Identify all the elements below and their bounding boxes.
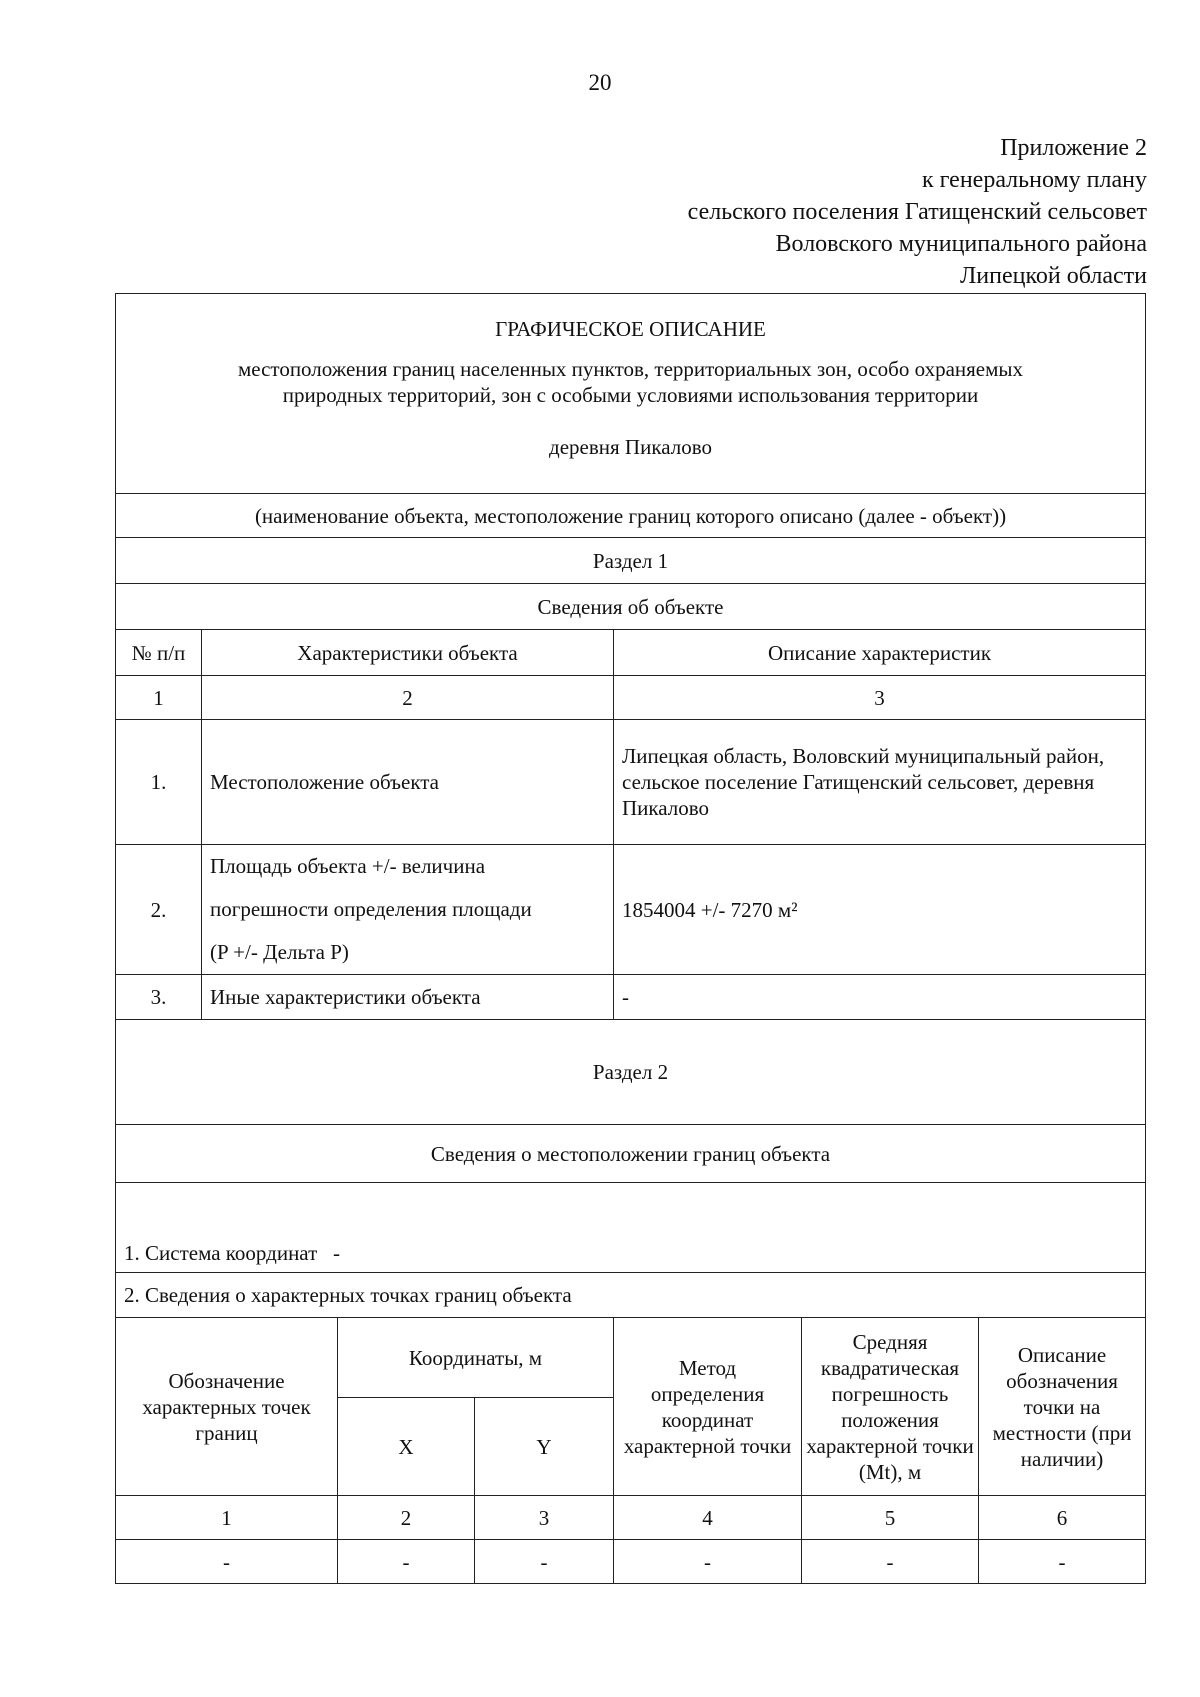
object-caption: (наименование объекта, местоположение границ которого описано (далее - объект)) [116, 494, 1146, 538]
column-number: 2 [338, 1496, 475, 1540]
column-number: 5 [802, 1496, 979, 1540]
characteristic-value: Липецкая область, Воловский муниципальный район, сельское поселение Гатищенский сельсовет, деревня Пикалово [614, 720, 1146, 845]
document-header-cell [116, 294, 1146, 494]
column-header-method: Метод определения координат характерной точки [614, 1318, 802, 1496]
graphic-description-table [115, 293, 1146, 1584]
column-header-y: Y [475, 1398, 614, 1496]
section1-title: Раздел 1 [116, 538, 1146, 584]
object-name: деревня Пикалово [549, 435, 712, 459]
column-number: 1 [116, 676, 202, 720]
table-cell: - [614, 1540, 802, 1584]
column-number: 2 [202, 676, 614, 720]
coordinate-system: 1. Система координат - [116, 1183, 1146, 1273]
characteristic-name: Иные характеристики объекта [202, 975, 614, 1020]
appendix-line: Приложение 2 [1000, 135, 1147, 161]
appendix-line: сельского поселения Гатищенский сельсовет [687, 199, 1147, 225]
document-subtitle-line: местоположения границ населенных пунктов, территориальных зон, особо охраняемых [237, 357, 1024, 381]
column-header-error: Средняя квадратическая погрешность положения характерной точки (Mt), м [802, 1318, 979, 1496]
characteristic-name-line: Площадь объекта +/- величина [210, 854, 486, 878]
column-header-designation: Обозначение характерных точек границ [116, 1318, 338, 1496]
characteristic-name: Местоположение объекта [202, 720, 614, 845]
column-number: 4 [614, 1496, 802, 1540]
characteristic-name-line: (P +/- Дельта P) [210, 940, 349, 964]
column-number: 3 [614, 676, 1146, 720]
column-number: 1 [116, 1496, 338, 1540]
appendix-header [688, 132, 1147, 292]
characteristic-name [202, 845, 614, 975]
row-number: 3. [116, 975, 202, 1020]
column-number: 6 [979, 1496, 1146, 1540]
column-header-x: X [338, 1398, 475, 1496]
table-cell: - [475, 1540, 614, 1584]
column-header-coordinates: Координаты, м [338, 1318, 614, 1398]
table-cell: - [116, 1540, 338, 1584]
column-header-characteristic: Характеристики объекта [202, 630, 614, 676]
characteristic-value: - [614, 975, 1146, 1020]
appendix-line: Липецкой области [960, 263, 1147, 289]
column-number: 3 [475, 1496, 614, 1540]
column-header-number: № п/п [116, 630, 202, 676]
column-header-point-description: Описание обозначения точки на местности (при наличии) [979, 1318, 1146, 1496]
section2-title: Раздел 2 [116, 1020, 1146, 1125]
characteristic-name-line: погрешности определения площади [210, 897, 532, 921]
appendix-line: к генеральному плану [921, 167, 1147, 193]
document-subtitle-line: природных территорий, зон с особыми условиями использования территории [282, 383, 979, 407]
characteristic-value: 1854004 +/- 7270 м² [614, 845, 1146, 975]
section1-subtitle: Сведения об объекте [116, 584, 1146, 630]
section2-subtitle: Сведения о местоположении границ объекта [116, 1125, 1146, 1183]
document-title: ГРАФИЧЕСКОЕ ОПИСАНИЕ [495, 317, 766, 341]
appendix-line: Воловского муниципального района [775, 231, 1147, 257]
column-header-description: Описание характеристик [614, 630, 1146, 676]
row-number: 2. [116, 845, 202, 975]
table-cell: - [338, 1540, 475, 1584]
table-cell: - [979, 1540, 1146, 1584]
row-number: 1. [116, 720, 202, 845]
points-heading: 2. Сведения о характерных точках границ объекта [116, 1273, 1146, 1318]
table-cell: - [802, 1540, 979, 1584]
page-number: 20 [588, 70, 612, 95]
